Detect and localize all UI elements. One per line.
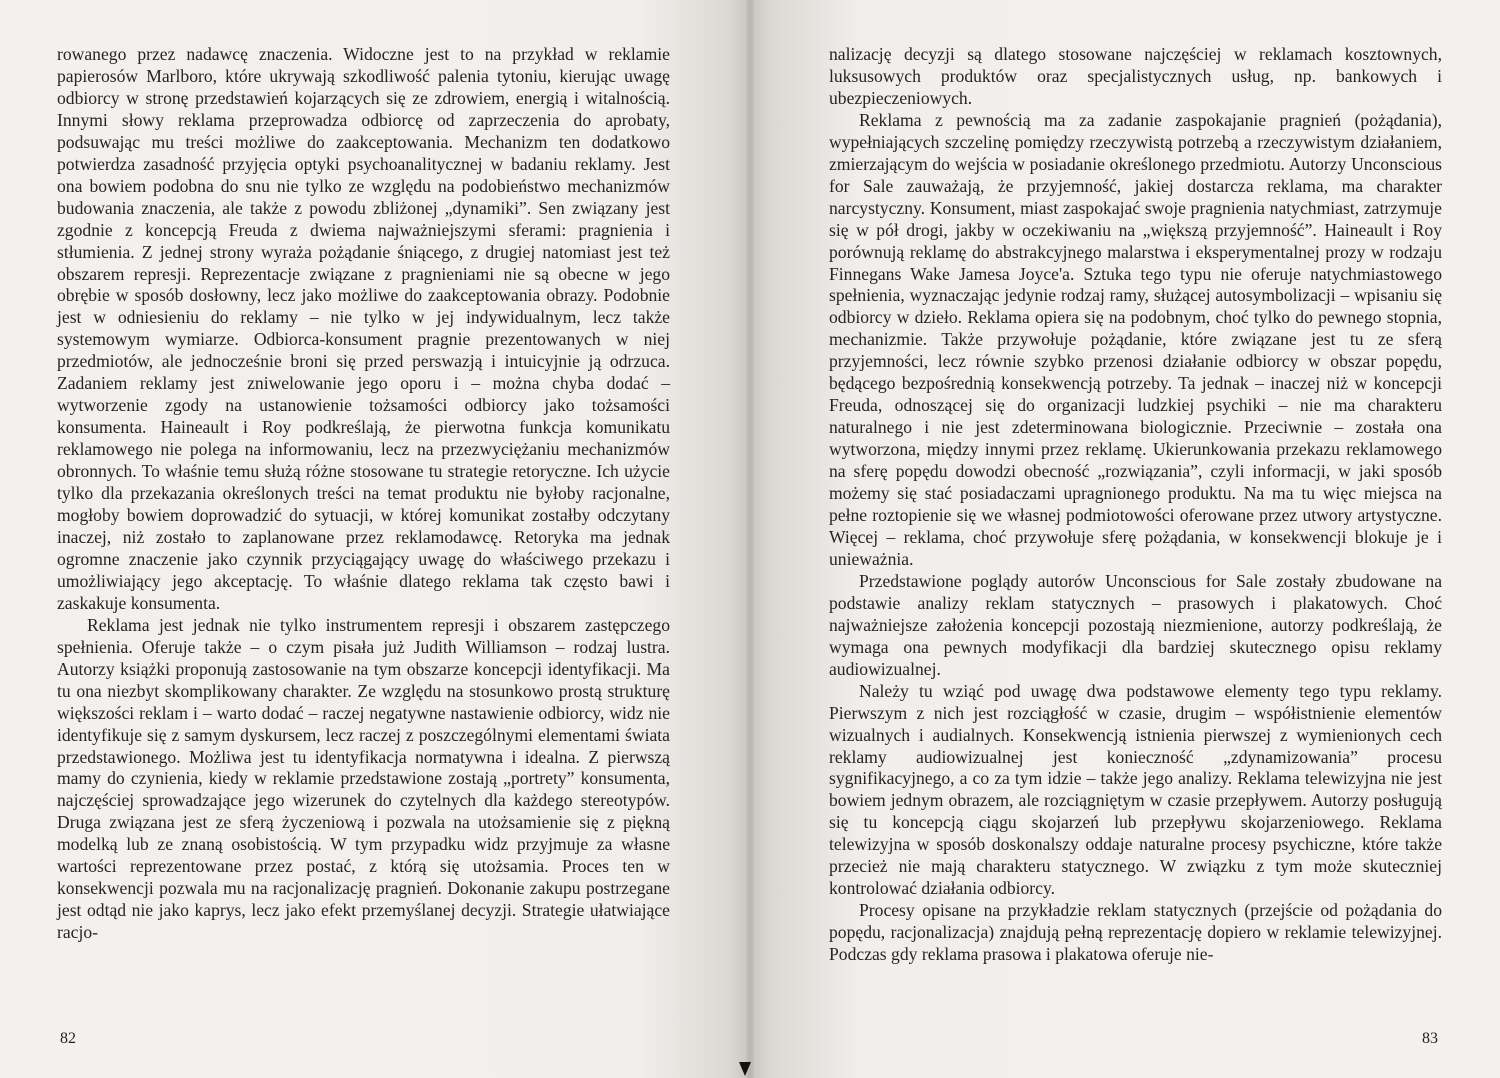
paragraph: rowanego przez nadawcę znaczenia. Widoczne jest to na przykład w reklamie papierosów Marlboro, które ukrywają szkodliwość palenia tytoniu, kierując uwagę odbiorcy w stronę przedstawień kojarzących się ze zdrowiem, energią i witalnością. Innymi słowy reklama przeprowadza odbiorcę od zaprzeczenia do aprobaty, podsuwając mu treści możliwe do zaakceptowania. Mechanizm ten dodatkowo potwierdza zasadność przyjęcia optyki psychoanalitycznej w badaniu reklamy. Jest ona bowiem podobna do snu nie tylko ze względu na podobieństwo mechanizmów budowania znaczenia, ale także z powodu zbliżonej „dynamiki”. Sen związany jest zgodnie z koncepcją Freuda z dwiema najważniejszymi sferami: pragnienia i stłumienia. Z jednej strony wyraża pożądanie śniącego, z drugiej natomiast jest też obszarem represji. Reprezentacje związane z pragnieniami nie są obecne w jego obrębie w sposób dosłowny, lecz jako możliwe do zaakceptowania obrazy. Podobnie jest w odniesieniu do reklamy – nie tylko w jej indywidualnym, lecz także systemowym wymiarze. Odbiorca-konsument pragnie prezentowanych w niej przedmiotów, ale jednocześnie broni się przed perswazją i intuicyjnie ją odrzuca. Zadaniem reklamy jest zniwelowanie jego oporu i – można chyba dodać – wytworzenie zgody na ustanowienie tożsamości odbiorcy jako tożsamości konsumenta. Haineault i Roy podkreślają, że pierwotna funkcja komunikatu reklamowego nie polega na informowaniu, lecz na przezwyciężaniu mechanizmów obronnych. To właśnie temu służą różne stosowane tu strategie retoryczne. Ich użycie tylko dla przekazania określonych treści na temat produktu nie byłoby racjonalne, mogłoby bowiem doprowadzić do sytuacji, w której komunikat zostałby odczytany inaczej, niż zostało to zaplanowane przez reklamodawcę. Retoryka ma jednak ogromne znaczenie jako czynnik przyciągający uwagę do właściwego przekazu i umożliwiający jego akceptację. To właśnie dlatego reklama tak często bawi i zaskakuje konsumenta. xyxy=(57,44,670,613)
right-page-text xyxy=(829,44,1442,966)
paragraph: nalizację decyzji są dlatego stosowane najczęściej w reklamach kosztownych, luksusowych produktów oraz specjalistycznych usług, np. bankowych i ubezpieczeniowych. xyxy=(829,44,1442,108)
page-number: 82 xyxy=(60,1030,76,1047)
bookmark-tip xyxy=(739,1062,751,1076)
left-page-text xyxy=(57,44,670,944)
book-gutter xyxy=(746,0,754,1078)
page-number: 83 xyxy=(1422,1030,1438,1047)
paragraph: Przedstawione poglądy autorów Unconscious for Sale zostały zbudowane na podstawie analizy reklam statycznych – prasowych i plakatowych. Choć najważniejsze założenia koncepcji pozostają niezmienione, autorzy podkreślają, że wymaga ona pewnych modyfikacji dla bardziej skutecznego opisu reklamy audiowizualnej. xyxy=(829,570,1442,679)
paragraph: Reklama z pewnością ma za zadanie zaspokajanie pragnień (pożądania), wypełniających szczelinę pomiędzy rzeczywistą potrzebą a rzeczywistym działaniem, zmierzającym do wejścia w posiadanie określonego przedmiotu. Autorzy Unconscious for Sale zauważają, że przyjemność, jakiej dostarcza reklama, ma charakter narcystyczny. Konsument, miast zaspokajać swoje pragnienia natychmiast, zatrzymuje się w pół drogi, jakby w oczekiwaniu na „większą przyjemność”. Haineault i Roy porównują reklamę do abstrakcyjnego malarstwa i eksperymentalnej prozy w rodzaju Finnegans Wake Jamesa Joyce'a. Sztuka tego typu nie oferuje natychmiastowego spełnienia, wyznaczając jedynie rodzaj ramy, służącej autosymbolizacji – wpisaniu się odbiorcy w dzieło. Reklama opiera się na podobnym, choć tylko do pewnego stopnia, mechanizmie. Także przywołuje pożądanie, które związane jest tu ze sferą przyjemności, lecz równie szybko przenosi działanie odbiorcy w obszar popędu, będącego bezpośrednią konsekwencją potrzeby. Ta jednak – inaczej niż w koncepcji Freuda, odnoszącej się do organizacji ludzkiej psychiki – nie ma charakteru naturalnego i nie jest zdeterminowana biologicznie. Przeciwnie – została ona wytworzona, między innymi przez reklamę. Ukierunkowania przekazu reklamowego na sferę popędu dowodzi obecność „rozwiązania”, czyli informacji, w jaki sposób możemy się stać posiadaczami upragnionego produktu. Na ma tu więc miejsca na pełne roztopienie się we własnej podmiotowości oferowane przez utwory artystyczne. Więcej – reklama, choć przywołuje sferę pożądania, w konsekwencji blokuje je i unieważnia. xyxy=(829,109,1442,569)
paragraph: Procesy opisane na przykładzie reklam statycznych (przejście od pożądania do popędu, racjonalizacja) znajdują pełną reprezentację dopiero w reklamie telewizyjnej. Podczas gdy reklama prasowa i plakatowa oferuje nie- xyxy=(829,900,1442,965)
paragraph: Należy tu wziąć pod uwagę dwa podstawowe elementy tego typu reklamy. Pierwszym z nich jest rozciągłość w czasie, drugim – współistnienie elementów wizualnych i audialnych. Konsekwencją istnienia pierwszej z wymienionych cech reklamy audiowizualnej jest konieczność „zdynamizowania” procesu sygnifikacyjnego, a co za tym idzie – także jego analizy. Reklama telewizyjna nie jest bowiem jednym obrazem, ale rozciągniętym w czasie przepływem. Autorzy posługują się tu koncepcją ciągu skojarzeń lub przepływu skojarzeniowego. Reklama telewizyjna w sposób doskonalszy oddaje naturalne procesy psychiczne, które także przecież nie mają charakteru statycznego. W związku z tym może skuteczniej kontrolować działania odbiorcy. xyxy=(829,680,1442,899)
paragraph: Reklama jest jednak nie tylko instrumentem represji i obszarem zastępczego spełnienia. Oferuje także – o czym pisała już Judith Williamson – rodzaj lustra. Autorzy książki proponują zastosowanie na tym obszarze koncepcji identyfikacji. Ma tu ona niezbyt skomplikowany charakter. Ze względu na stosunkowo prostą strukturę większości reklam i – warto dodać – raczej negatywne nastawienie odbiorcy, widz nie identyfikuje się z samym dyskursem, lecz raczej z poszczególnymi elementami świata przedstawionego. Możliwa jest tu identyfikacja normatywna i idealna. Z pierwszą mamy do czynienia, kiedy w reklamie przedstawione zostają „portrety” konsumenta, najczęściej sprowadzające jego wizerunek do czytelnych dla każdego stereotypów. Druga związana jest ze sferą życzeniową i pozwala na utożsamienie się z piękną modelką lub ze znaną osobistością. W tym przypadku widz przyjmuje za własne wartości reprezentowane przez postać, z którą się utożsamia. Proces ten w konsekwencji pozwala mu na racjonalizację pragnień. Dokonanie zakupu postrzegane jest odtąd nie jako kaprys, lecz jako efekt przemyślanej decyzji. Strategie ułatwiające racjo- xyxy=(57,614,670,943)
right-page xyxy=(750,0,1500,1078)
